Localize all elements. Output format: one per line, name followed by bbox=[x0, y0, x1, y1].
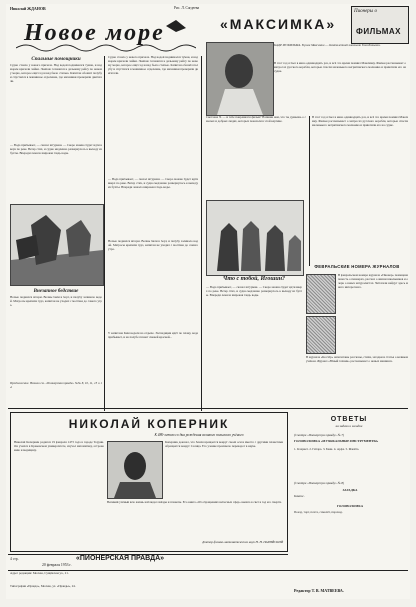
film-title-block bbox=[206, 12, 346, 46]
story-column-2c: Ночью поднялся шторм. Волны били в борт, и палубу заливало водой. Матросы крепили груз, капитан не уходил с мостика до самого утра. bbox=[108, 240, 198, 251]
section-heading-2: Внезапное бедствие bbox=[33, 289, 79, 294]
copernicus-subtitle: К 480-летию со дня рождения великого польского учёного bbox=[154, 433, 244, 437]
story-title-block bbox=[16, 18, 196, 52]
author-credit: Николай ЖДАНОВ bbox=[10, 6, 46, 11]
answers-subtitle: на задачи и загадки bbox=[335, 424, 363, 428]
film-photo bbox=[206, 42, 274, 116]
copernicus-body-1: Николай Коперник родился 19 февраля 1473 года в городе Торуни. Он учился в Краковском университете, изучал математику, астрономию и медицину. bbox=[14, 441, 104, 452]
mid-body: — Вода прибывает, — сказал штурман. — Скоро можно будет идти вверх по реке. Ветер стих, и судно медленно развернулось к выходу из бухты. Впереди лежала широкая гладь воды. bbox=[206, 286, 302, 297]
film-body-1: В этот год я был в кино одиннадцать раз, и всё это время помнил Максимку. Фильм рассказывает о матросах русского корабля, которые спасли маленького негритянского мальчика и приютили его на судне. bbox=[274, 62, 406, 73]
answers-heading-3: ГОЛОВОЛОМКА bbox=[336, 504, 364, 508]
group-illustration bbox=[206, 200, 304, 276]
section-heading: Спальные помощники bbox=[31, 57, 81, 62]
story-column-2b: — Вода прибывает, — сказал штурман. — Скоро можно будет идти вверх по реке. Ветер стих, и судно медленно развернулось к выходу из бухты. Впереди лежала широкая гладь воды. bbox=[108, 178, 198, 189]
copernicus-portrait bbox=[107, 441, 163, 499]
story-body-1: Судно стояло у нового причала. Над водой поднимался туман, и над морем кричали чайки. Экипаж готовился к дальнему рейсу по новому морю, которое ещё год назад было степью. Капитан обошёл палубу и спустился в машинное отделение, где механики проверяли двигатели. bbox=[10, 64, 102, 83]
journals-title: ФЕВРАЛЬСКИЕ НОМЕРА ЖУРНАЛОВ bbox=[314, 264, 400, 269]
copernicus-title: НИКОЛАЙ КОПЕРНИК bbox=[68, 417, 230, 431]
story-body-2: — Вода прибывает, — сказал штурман. — Скоро можно будет идти вверх по реке. Ветер стих, и судно медленно развернулось к выходу из бухты. Впереди лежала широкая гладь воды. bbox=[10, 144, 102, 155]
answers-heading-2: ЗАГАДКА bbox=[342, 488, 358, 492]
imprint-address: Адрес редакции: Москва, Сущёвская ул., 21. bbox=[10, 572, 69, 575]
mid-headline: Что с тобой, Игошин? bbox=[222, 276, 286, 282]
film-body-3: В этот год я был в кино одиннадцать раз, и всё это время помнил Максимку. Фильм рассказывает о матросах русского корабля, которые спасли маленького негритянского мальчика и приютили его на судне. bbox=[312, 116, 408, 127]
film-badge-top: Пионеры о bbox=[354, 9, 377, 14]
film-title: «МАКСИМКА» bbox=[220, 16, 337, 32]
film-badge bbox=[351, 6, 409, 44]
story-illustration bbox=[10, 204, 104, 286]
page-count: 4 стр. bbox=[10, 557, 19, 561]
journal-cover-2 bbox=[306, 316, 336, 354]
copernicus-signature: Доктор физико-математических наук Н. Н. ПАРИЙСКИЙ bbox=[202, 540, 283, 544]
answers-title: ОТВЕТЫ bbox=[330, 416, 368, 423]
film-badge-bottom: ФИЛЬМАХ bbox=[356, 27, 402, 36]
answers-section bbox=[290, 412, 408, 580]
answers-body-3: Поезд, торт, почта, самолёт, пароход. bbox=[294, 511, 343, 514]
copernicus-article bbox=[10, 412, 288, 552]
masthead-name: «ПИОНЕРСКАЯ ПРАВДА» bbox=[76, 555, 165, 562]
story-body-3: Ночью поднялся шторм. Волны били в борт, и палубу заливало водой. Матросы крепили груз, капитан не уходил с мостика до самого утра. bbox=[10, 296, 102, 307]
copernicus-body-3: Великий учёный всю жизнь наблюдал звёзды и планеты. Его книга «Об обращениях небесных сфер» вышла в свет в год его смерти. bbox=[107, 501, 282, 504]
answers-body-2: Компас. bbox=[294, 495, 305, 498]
newspaper-page bbox=[6, 4, 410, 599]
film-body-2: Светлана Ч. — и тебе понравился фильм? Напиши нам, что ты думаешь о смелых и добрых людях, которых показали в этой картине. bbox=[206, 116, 306, 123]
story-column-2a: Судно стояло у нового причала. Над водой поднимался туман, и над морем кричали чайки. Экипаж готовился к дальнему рейсу по новому морю, которое ещё год назад было степью. Капитан обошёл палубу и спустился в машинное отделение, где механики проверяли двигатели. bbox=[108, 56, 198, 75]
continued-note: Продолжение. Начало см. «Пионерская правда» №№ 8, 10, 11, 13 и 14. bbox=[10, 382, 102, 389]
editor-credit: Редактор Т. В. МАТВЕЕВА. bbox=[294, 588, 344, 593]
answers-heading-1: ГОЛОВОЛОМКА «МУЗЫКАЛЬНЫЕ ИНСТРУМЕНТЫ» bbox=[294, 439, 379, 443]
story-title: Новое море bbox=[24, 20, 165, 46]
journal-cover-1 bbox=[306, 274, 336, 314]
illustrator-credit: Рис. Л. Сагдеева bbox=[174, 6, 200, 10]
film-caption: КАДР ИЗ ФИЛЬМА. В роли Максимки — девятилетний школьник Толя Бовыкин. bbox=[274, 44, 381, 47]
answers-ref-1: (Смотри «Пионерскую правду» № 7) bbox=[294, 433, 345, 437]
imprint-printer: Типография «Правда», Москва, ул. «Правды», 24. bbox=[10, 585, 76, 588]
answers-body-1: 1. Кларнет. 2. Гитара. 3. Баян. 4. Арфа. 5. Флейта. bbox=[294, 448, 360, 451]
story-column-2d: У капитана Ким неделя на отдыхе. Экспедиция идёт по плану, вода прибывает, и на палубе пахнет свежей краской... bbox=[108, 332, 198, 339]
answers-ref-2: (Смотри «Пионерскую правду» № 8) bbox=[294, 481, 345, 485]
copernicus-body-2: Коперник доказал, что Земля вращается вокруг своей оси и вместе с другими планетами обращается вокруг Солнца. Его учение произвело переворот в науке. bbox=[165, 441, 283, 448]
journals-body-2: В журнале «Костёр» напечатаны рассказы, стихи, загадки и статья о великом учёном. Журнал «Юный техник» рассказывает о новых машинах. bbox=[306, 356, 408, 363]
journals-body-1: В февральском номере журнала «Пионер» помещена повесть о пионерах, рассказ о жизни школьников и очерк о юных натуралистах. Читатели найдут здесь много интересного. bbox=[338, 274, 408, 289]
masthead-date: 20 февраля 1953 г. bbox=[42, 563, 72, 567]
